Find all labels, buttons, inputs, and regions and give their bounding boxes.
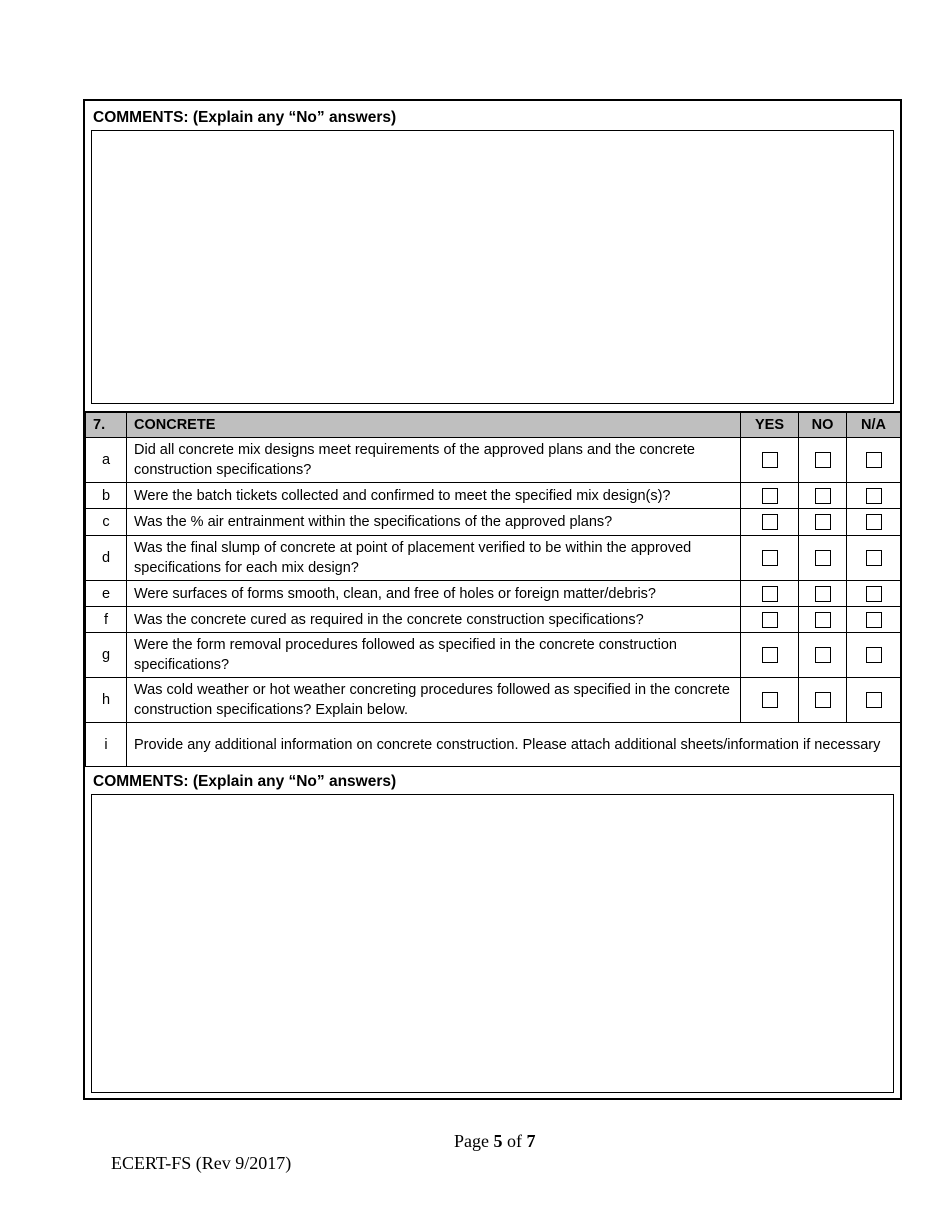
no-checkbox[interactable]: [815, 488, 831, 504]
no-checkbox[interactable]: [815, 692, 831, 708]
item-letter: c: [86, 509, 127, 536]
no-checkbox[interactable]: [815, 452, 831, 468]
section-header-row: [86, 412, 901, 438]
item-letter: h: [86, 678, 127, 723]
top-comments-input[interactable]: [91, 130, 894, 404]
item-question: Was cold weather or hot weather concreting procedures followed as specified in the concrete construction specifications? Explain below.: [127, 678, 741, 723]
table-row: [86, 581, 901, 607]
bottom-comments-input[interactable]: [91, 794, 894, 1093]
no-checkbox[interactable]: [815, 550, 831, 566]
no-checkbox[interactable]: [815, 612, 831, 628]
yes-checkbox[interactable]: [762, 647, 778, 663]
yes-checkbox[interactable]: [762, 452, 778, 468]
item-question: Did all concrete mix designs meet requirements of the approved plans and the concrete construction specifications?: [127, 438, 741, 483]
top-comments-label: COMMENTS: (Explain any “No” answers): [93, 109, 397, 126]
yes-checkbox[interactable]: [762, 586, 778, 602]
table-row: [86, 678, 901, 723]
section-number: 7.: [86, 412, 127, 438]
concrete-checklist: [85, 411, 901, 767]
yes-checkbox[interactable]: [762, 488, 778, 504]
item-question: Was the final slump of concrete at point of placement verified to be within the approved specifications for each mix design?: [127, 536, 741, 581]
table-row: [86, 509, 901, 536]
no-checkbox[interactable]: [815, 647, 831, 663]
page-prefix: Page: [454, 1131, 494, 1151]
na-checkbox[interactable]: [866, 586, 882, 602]
table-row: [86, 723, 901, 767]
item-letter: e: [86, 581, 127, 607]
na-checkbox[interactable]: [866, 488, 882, 504]
na-checkbox[interactable]: [866, 612, 882, 628]
item-question: Were the form removal procedures followed as specified in the concrete construction specifications?: [127, 633, 741, 678]
yes-checkbox[interactable]: [762, 550, 778, 566]
section-title: CONCRETE: [127, 412, 741, 438]
table-row: [86, 607, 901, 633]
page-of: of: [502, 1131, 527, 1151]
item-question: Provide any additional information on concrete construction. Please attach additional sheets/information if necessary: [127, 723, 901, 767]
column-na: N/A: [847, 412, 901, 438]
yes-checkbox[interactable]: [762, 514, 778, 530]
item-question: Were the batch tickets collected and confirmed to meet the specified mix design(s)?: [127, 483, 741, 509]
item-letter: d: [86, 536, 127, 581]
form-revision: ECERT-FS (Rev 9/2017): [111, 1153, 292, 1173]
column-no: NO: [799, 412, 847, 438]
page-current: 5: [493, 1131, 503, 1151]
item-question: Was the concrete cured as required in the concrete construction specifications?: [127, 607, 741, 633]
no-checkbox[interactable]: [815, 514, 831, 530]
page-indicator: [454, 1131, 536, 1152]
table-row: [86, 536, 901, 581]
item-letter: b: [86, 483, 127, 509]
na-checkbox[interactable]: [866, 647, 882, 663]
inspection-form: [83, 99, 902, 1100]
na-checkbox[interactable]: [866, 692, 882, 708]
na-checkbox[interactable]: [866, 514, 882, 530]
bottom-comments-label: COMMENTS: (Explain any “No” answers): [93, 773, 397, 790]
table-row: [86, 633, 901, 678]
page-total: 7: [526, 1131, 536, 1151]
no-checkbox[interactable]: [815, 586, 831, 602]
item-letter: f: [86, 607, 127, 633]
table-row: [86, 438, 901, 483]
item-question: Was the % air entrainment within the specifications of the approved plans?: [127, 509, 741, 536]
na-checkbox[interactable]: [866, 550, 882, 566]
item-letter: a: [86, 438, 127, 483]
item-question: Were surfaces of forms smooth, clean, and free of holes or foreign matter/debris?: [127, 581, 741, 607]
item-letter: g: [86, 633, 127, 678]
column-yes: YES: [741, 412, 799, 438]
na-checkbox[interactable]: [866, 452, 882, 468]
item-letter: i: [86, 723, 127, 767]
yes-checkbox[interactable]: [762, 612, 778, 628]
yes-checkbox[interactable]: [762, 692, 778, 708]
table-row: [86, 483, 901, 509]
